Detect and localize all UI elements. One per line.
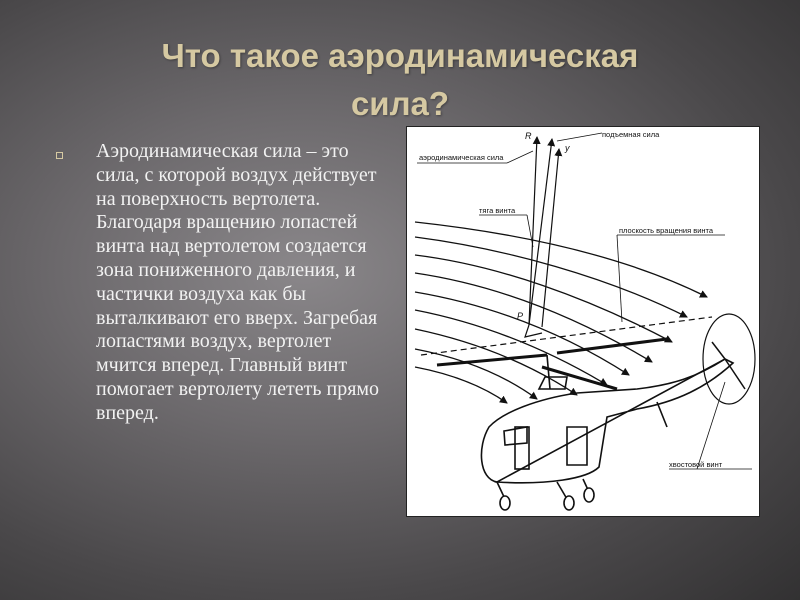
label-aero-force: аэродинамическая сила [419, 153, 504, 162]
helicopter-diagram [406, 126, 760, 517]
airflow-line [415, 292, 629, 375]
title-line-2: сила? [350, 85, 450, 122]
airflow-line [415, 329, 577, 395]
airflow-line [415, 237, 687, 317]
title-line-1: Что такое аэродинамическая [161, 37, 639, 74]
label-tail-rotor: хвостовой винт [669, 460, 723, 469]
label-thrust: тяга винта [479, 206, 516, 215]
airflow-line [415, 367, 507, 403]
label-lift: подъемная сила [602, 130, 660, 139]
label-r: R [525, 131, 532, 141]
bullet-text: Аэродинамическая сила – это сила, с которой воздух действует на поверхность вертолета. Благодаря вращению лопастей винта над вертолетом создается зона пониженного давления, и частички воздуха как бы выталкивают его вверх. Загребая лопастями воздух, вертолет мчится вперед. Главный винт помогает вертолету лететь прямо вперед. [96, 140, 380, 424]
label-p: P [517, 311, 524, 321]
label-y: y [565, 143, 570, 153]
helicopter-body [481, 355, 733, 499]
airflow-lines [415, 222, 707, 403]
diagram-svg [407, 127, 759, 516]
bullet-square-icon [56, 152, 63, 159]
slide-title [60, 32, 740, 128]
landing-wheels [500, 488, 594, 510]
vector-y [542, 149, 559, 327]
label-rotation-plane: плоскость вращения винта [619, 226, 714, 235]
tail-rotor-disc [703, 314, 755, 404]
